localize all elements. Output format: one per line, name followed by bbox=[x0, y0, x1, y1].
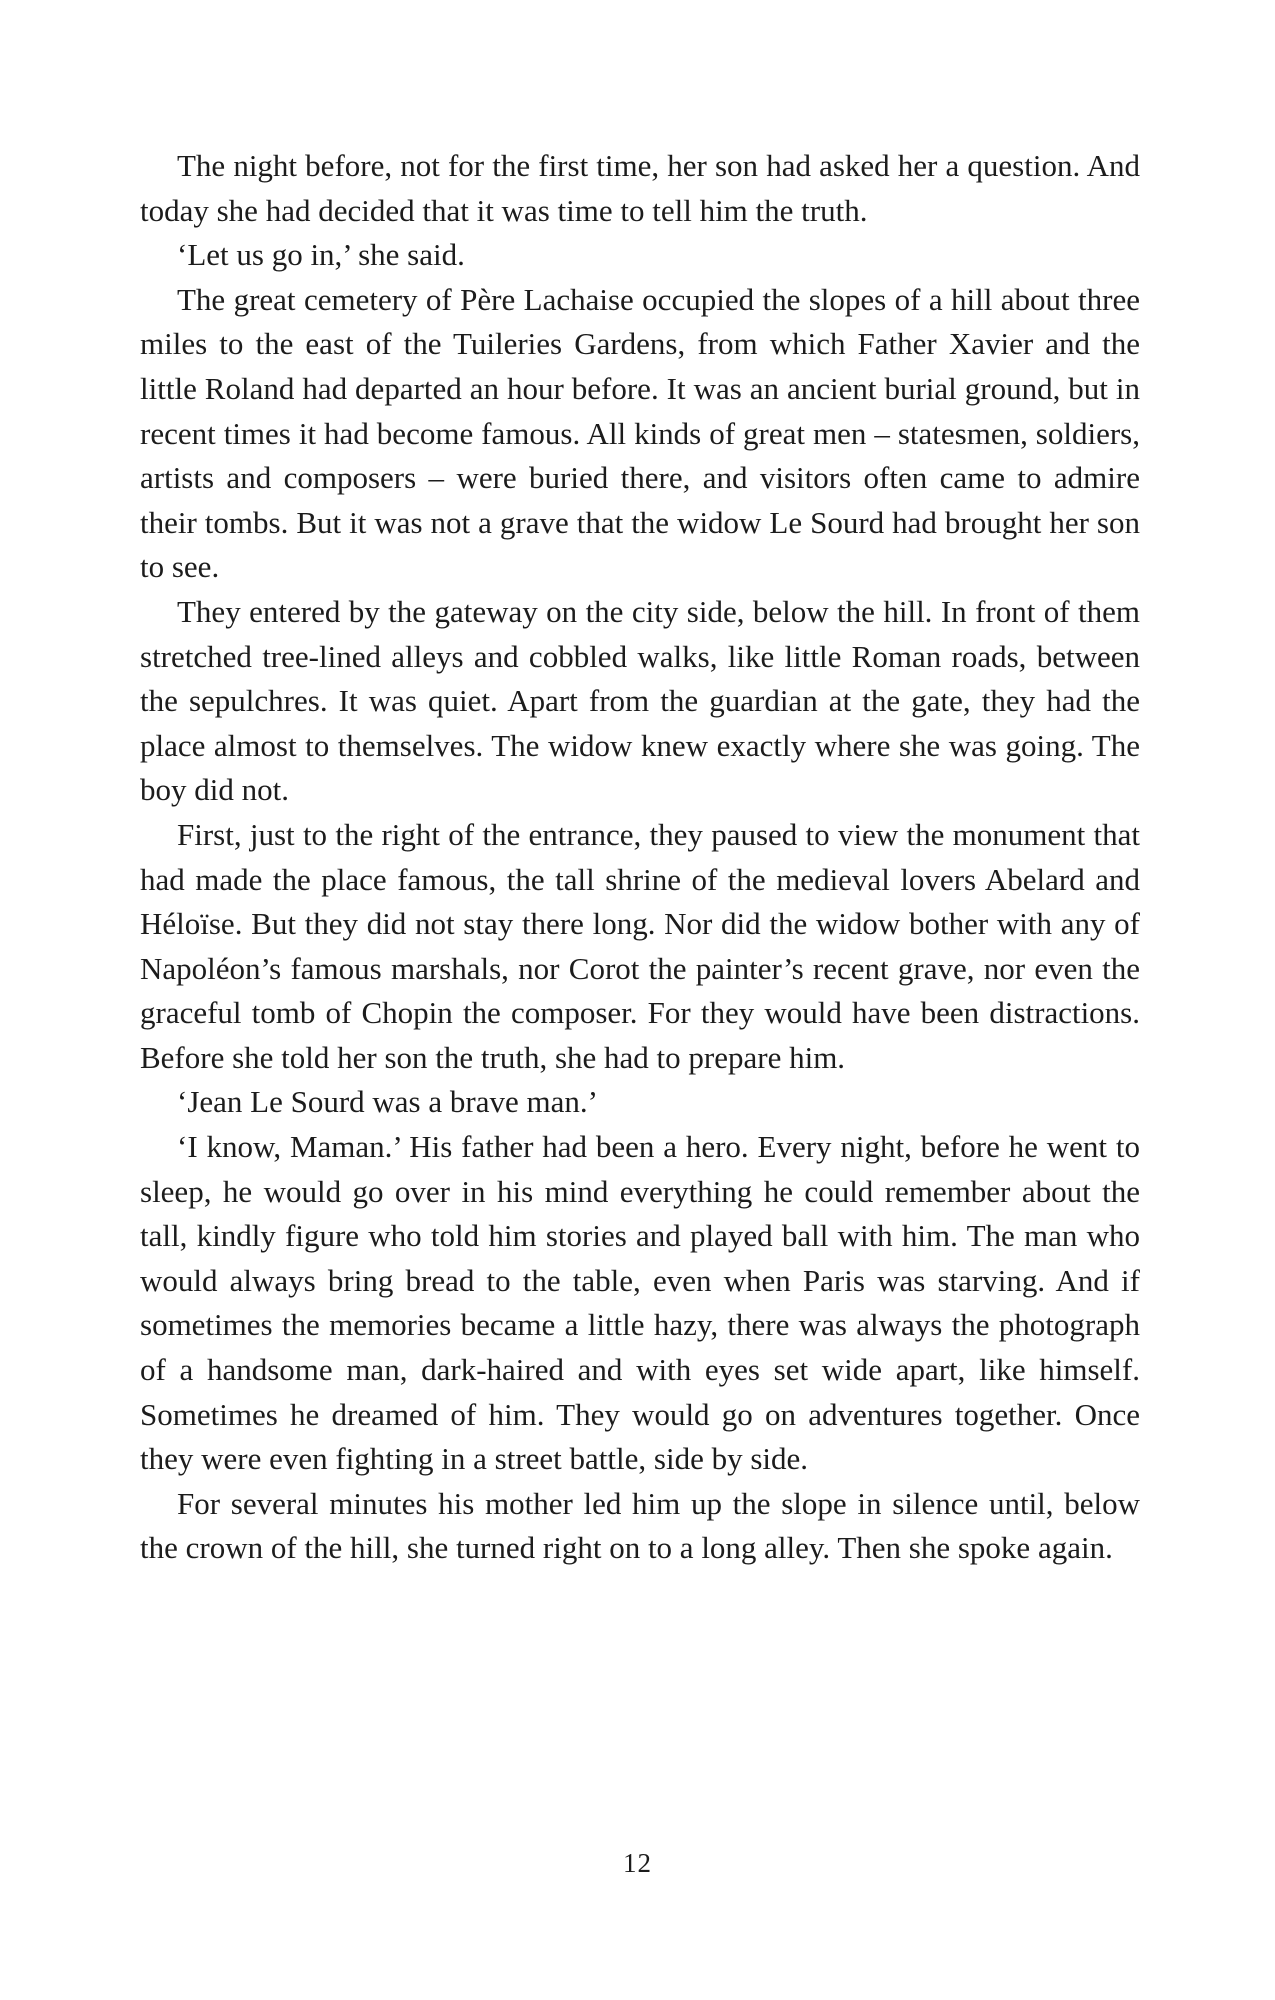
paragraph: The night before, not for the first time, her son had asked her a question. And today she had decided that it was time to tell him the truth. bbox=[140, 148, 1140, 228]
paragraph: ‘I know, Maman.’ His father had been a hero. Every night, before he went to sleep, he would go over in his mind everything he could remember about the tall, kindly figure who told him stories and played ball with him. The man who would always bring bread to the table, even when Paris was starving. And if sometimes the memories became a little hazy, there was always the photograph of a handsome man, dark-haired and with eyes set wide apart, like himself. Sometimes he dreamed of him. They would go on adventures together. Once they were even fighting in a street battle, side by side. bbox=[140, 1129, 1140, 1477]
body-text bbox=[140, 144, 1140, 1571]
paragraph: ‘Let us go in,’ she said. bbox=[177, 237, 465, 273]
paragraph: ‘Jean Le Sourd was a brave man.’ bbox=[177, 1084, 598, 1120]
page-number: 12 bbox=[623, 1848, 652, 1878]
paragraph: The great cemetery of Père Lachaise occupied the slopes of a hill about three miles to the east of the Tuileries Gardens, from which Father Xavier and the little Roland had departed an hour before. It was an ancient burial ground, but in recent times it had become famous. All kinds of great men – statesmen, soldiers, artists and composers – were buried there, and visitors often came to admire their tombs. But it was not a grave that the widow Le Sourd had brought her son to see. bbox=[140, 281, 1140, 585]
paragraph: They entered by the gateway on the city side, below the hill. In front of them stretched tree-lined alleys and cobbled walks, like little Roman roads, between the sepulchres. It was quiet. Apart from the guardian at the gate, they had the place almost to themselves. The widow knew exactly where she was going. The boy did not. bbox=[140, 593, 1140, 808]
paragraph: First, just to the right of the entrance, they paused to view the monument that had made the place famous, the tall shrine of the medieval lovers Abelard and Héloïse. But they did not stay there long. Nor did the widow bother with any of Napoléon’s famous marshals, nor Corot the painter’s recent grave, nor even the graceful tomb of Chopin the composer. For they would have been distractions. Before she told her son the truth, she had to prepare him. bbox=[140, 816, 1140, 1075]
paragraph: For several minutes his mother led him up the slope in silence until, below the crown of the hill, she turned right on to a long alley. Then she spoke again. bbox=[140, 1485, 1140, 1566]
